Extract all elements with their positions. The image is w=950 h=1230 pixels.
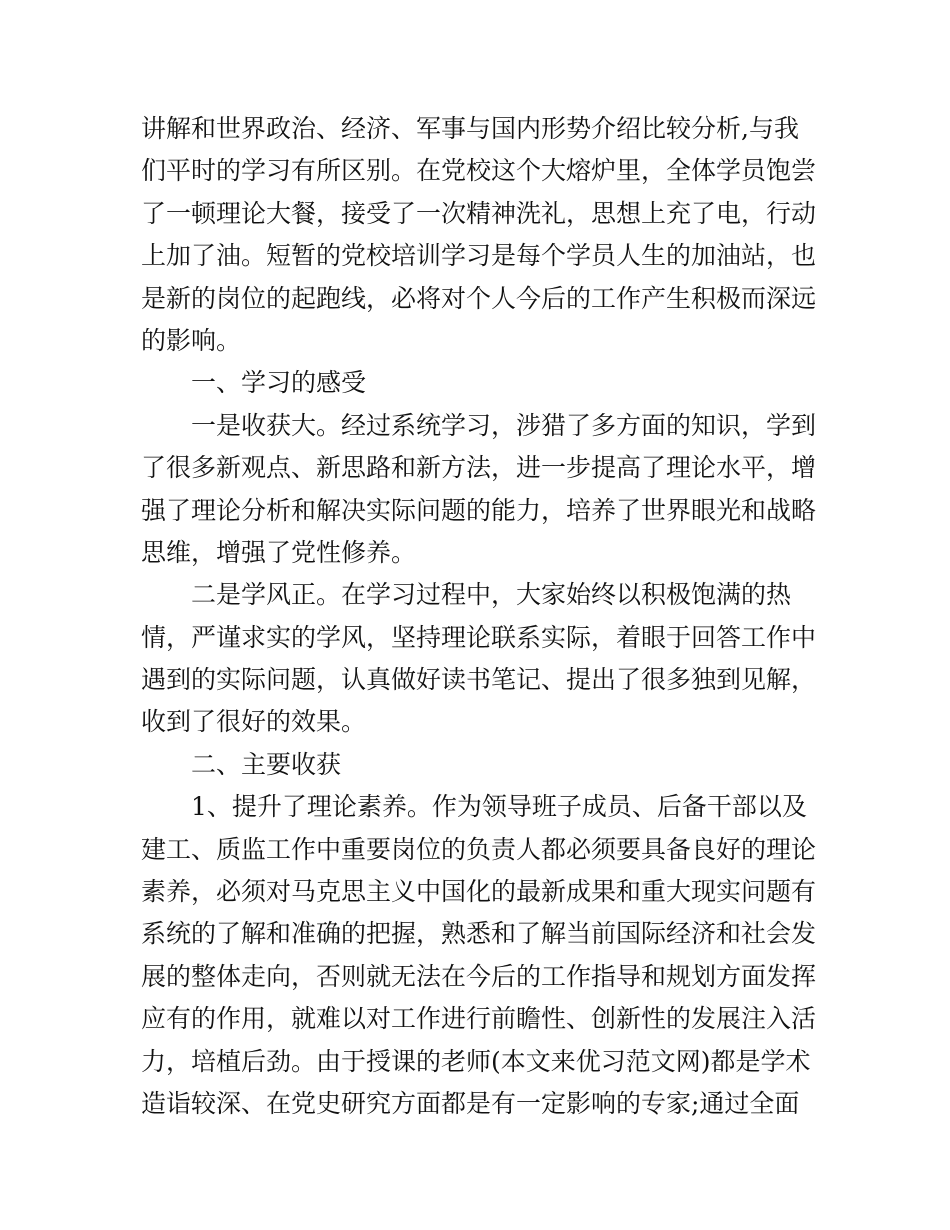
text-line: 上加了油。短暂的党校培训学习是每个学员人生的加油站，也 xyxy=(141,241,817,271)
text-line: 了很多新观点、新思路和新方法，进一步提高了理论水平，增 xyxy=(141,453,817,483)
text-line: 遇到的实际问题，认真做好读书笔记、提出了很多独到见解， xyxy=(141,665,817,695)
text-line: 素养，必须对马克思主义中国化的最新成果和重大现实问题有 xyxy=(141,877,817,907)
document-body xyxy=(141,108,817,1125)
text-line: 一是收获大。经过系统学习，涉猎了多方面的知识，学到 xyxy=(191,410,817,440)
text-line: 是新的岗位的起跑线，必将对个人今后的工作产生积极而深远 xyxy=(141,283,817,313)
text-line: 一、学习的感受 xyxy=(191,368,367,398)
text-line: 力，培植后劲。由于授课的老师(本文来优习范文网)都是学术 xyxy=(141,1046,811,1076)
text-line: 们平时的学习有所区别。在党校这个大熔炉里，全体学员饱尝 xyxy=(141,156,817,186)
text-line: 建工、质监工作中重要岗位的负责人都必须要具备良好的理论 xyxy=(141,834,817,864)
text-line: 情，严谨求实的学风，坚持理论联系实际，着眼于回答工作中 xyxy=(141,622,817,652)
text-line: 展的整体走向，否则就无法在今后的工作指导和规划方面发挥 xyxy=(141,961,817,991)
text-line: 二、主要收获 xyxy=(191,749,342,779)
text-line: 了一顿理论大餐，接受了一次精神洗礼，思想上充了电，行动 xyxy=(141,198,817,228)
text-line: 收到了很好的效果。 xyxy=(141,707,367,737)
text-line: 造诣较深、在党史研究方面都是有一定影响的专家;通过全面 xyxy=(141,1088,800,1118)
text-line: 系统的了解和准确的把握，熟悉和了解当前国际经济和社会发 xyxy=(141,919,817,949)
text-line: 讲解和世界政治、经济、军事与国内形势介绍比较分析,与我 xyxy=(141,114,799,143)
text-line: 的影响。 xyxy=(141,325,242,355)
text-line: 思维，增强了党性修养。 xyxy=(141,537,417,567)
text-line: 二是学风正。在学习过程中，大家始终以积极饱满的热 xyxy=(191,580,792,610)
text-line: 强了理论分析和解决实际问题的能力，培养了世界眼光和战略 xyxy=(141,495,817,525)
text-line: 应有的作用，就难以对工作进行前瞻性、创新性的发展注入活 xyxy=(141,1004,817,1034)
text-line: 1、提升了理论素养。作为领导班子成员、后备干部以及 xyxy=(191,792,807,822)
